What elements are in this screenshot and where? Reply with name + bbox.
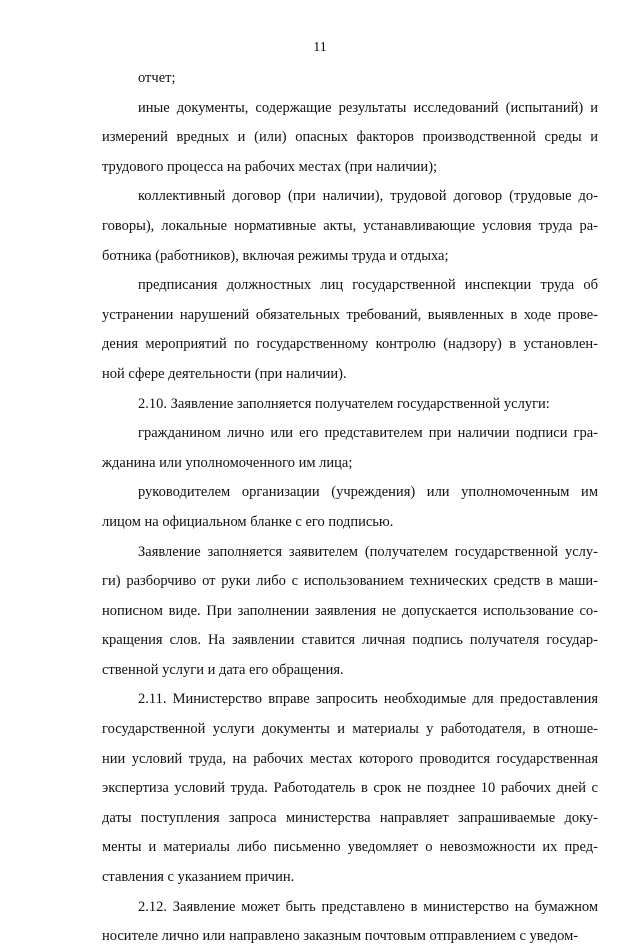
text-line: нописном виде. При заполнении заявления не допускается использование со-: [102, 602, 598, 619]
text-line: жданина или уполномоченного им лица;: [102, 454, 353, 471]
paragraph: [102, 478, 598, 537]
text-line: отчет;: [138, 70, 176, 86]
text-line: даты поступления запроса министерства направляет запрашиваемые доку-: [102, 809, 598, 826]
text-line: устранении нарушений обязательных требований, выявленных в ходе прове-: [102, 306, 598, 323]
paragraph: [102, 182, 598, 271]
text-line: предписания должностных лиц государственной инспекции труда об: [138, 277, 598, 294]
text-line: ной сфере деятельности (при наличии).: [102, 365, 347, 382]
paragraph: [102, 685, 598, 892]
text-line: измерений вредных и (или) опасных факторов производственной среды и: [102, 129, 598, 146]
paragraph: [102, 271, 598, 389]
text-line: менты и материалы либо письменно уведомляет о невозможности их пред-: [102, 839, 598, 856]
paragraph: [102, 94, 598, 183]
text-line: ботника (работников), включая режимы труда и отдыха;: [102, 247, 449, 264]
text-line: носителе лично или направлено заказным почтовым отправлением с уведом-: [102, 928, 579, 945]
paragraph: [102, 893, 598, 952]
text-line: дения мероприятий по государственному контролю (надзору) в установлен-: [102, 336, 598, 353]
text-line: руководителем организации (учреждения) или уполномоченным им: [138, 484, 598, 501]
paragraph: [102, 419, 598, 478]
text-line: кращения слов. На заявлении ставится личная подпись получателя государ-: [102, 632, 598, 649]
text-line: гражданином лично или его представителем при наличии подписи гра-: [138, 425, 598, 442]
text-line: говоры), локальные нормативные акты, устанавливающие условия труда ра-: [102, 217, 598, 234]
text-line: нии условий труда, на рабочих местах которого проводится государственная: [102, 750, 598, 767]
body-text: [102, 64, 598, 952]
text-line: экспертиза условий труда. Работодатель в срок не позднее 10 рабочих дней с: [102, 780, 598, 797]
text-line: коллективный договор (при наличии), трудовой договор (трудовые до-: [138, 188, 598, 205]
text-line: ставления с указанием причин.: [102, 869, 295, 886]
text-line: трудового процесса на рабочих местах (при наличии);: [102, 158, 438, 175]
text-line: государственной услуги документы и материалы у работодателя, в отноше-: [102, 721, 598, 738]
text-line: иные документы, содержащие результаты исследований (испытаний) и: [138, 99, 598, 116]
paragraph: [102, 538, 598, 686]
text-line: 2.10. Заявление заполняется получателем государственной услуги:: [138, 395, 550, 412]
text-line: лицом на официальном бланке с его подписью.: [102, 513, 394, 530]
text-line: 2.12. Заявление может быть представлено в министерство на бумажном: [138, 898, 598, 915]
text-line: ственной услуги и дата его обращения.: [102, 661, 344, 678]
page-number: 11: [313, 40, 327, 55]
text-line: ги) разборчиво от руки либо с использованием технических средств в маши-: [102, 573, 598, 590]
text-line: Заявление заполняется заявителем (получателем государственной услу-: [138, 543, 598, 560]
paragraph: [102, 390, 598, 420]
text-line: 2.11. Министерство вправе запросить необходимые для предоставления: [138, 691, 598, 708]
paragraph: [102, 64, 598, 94]
